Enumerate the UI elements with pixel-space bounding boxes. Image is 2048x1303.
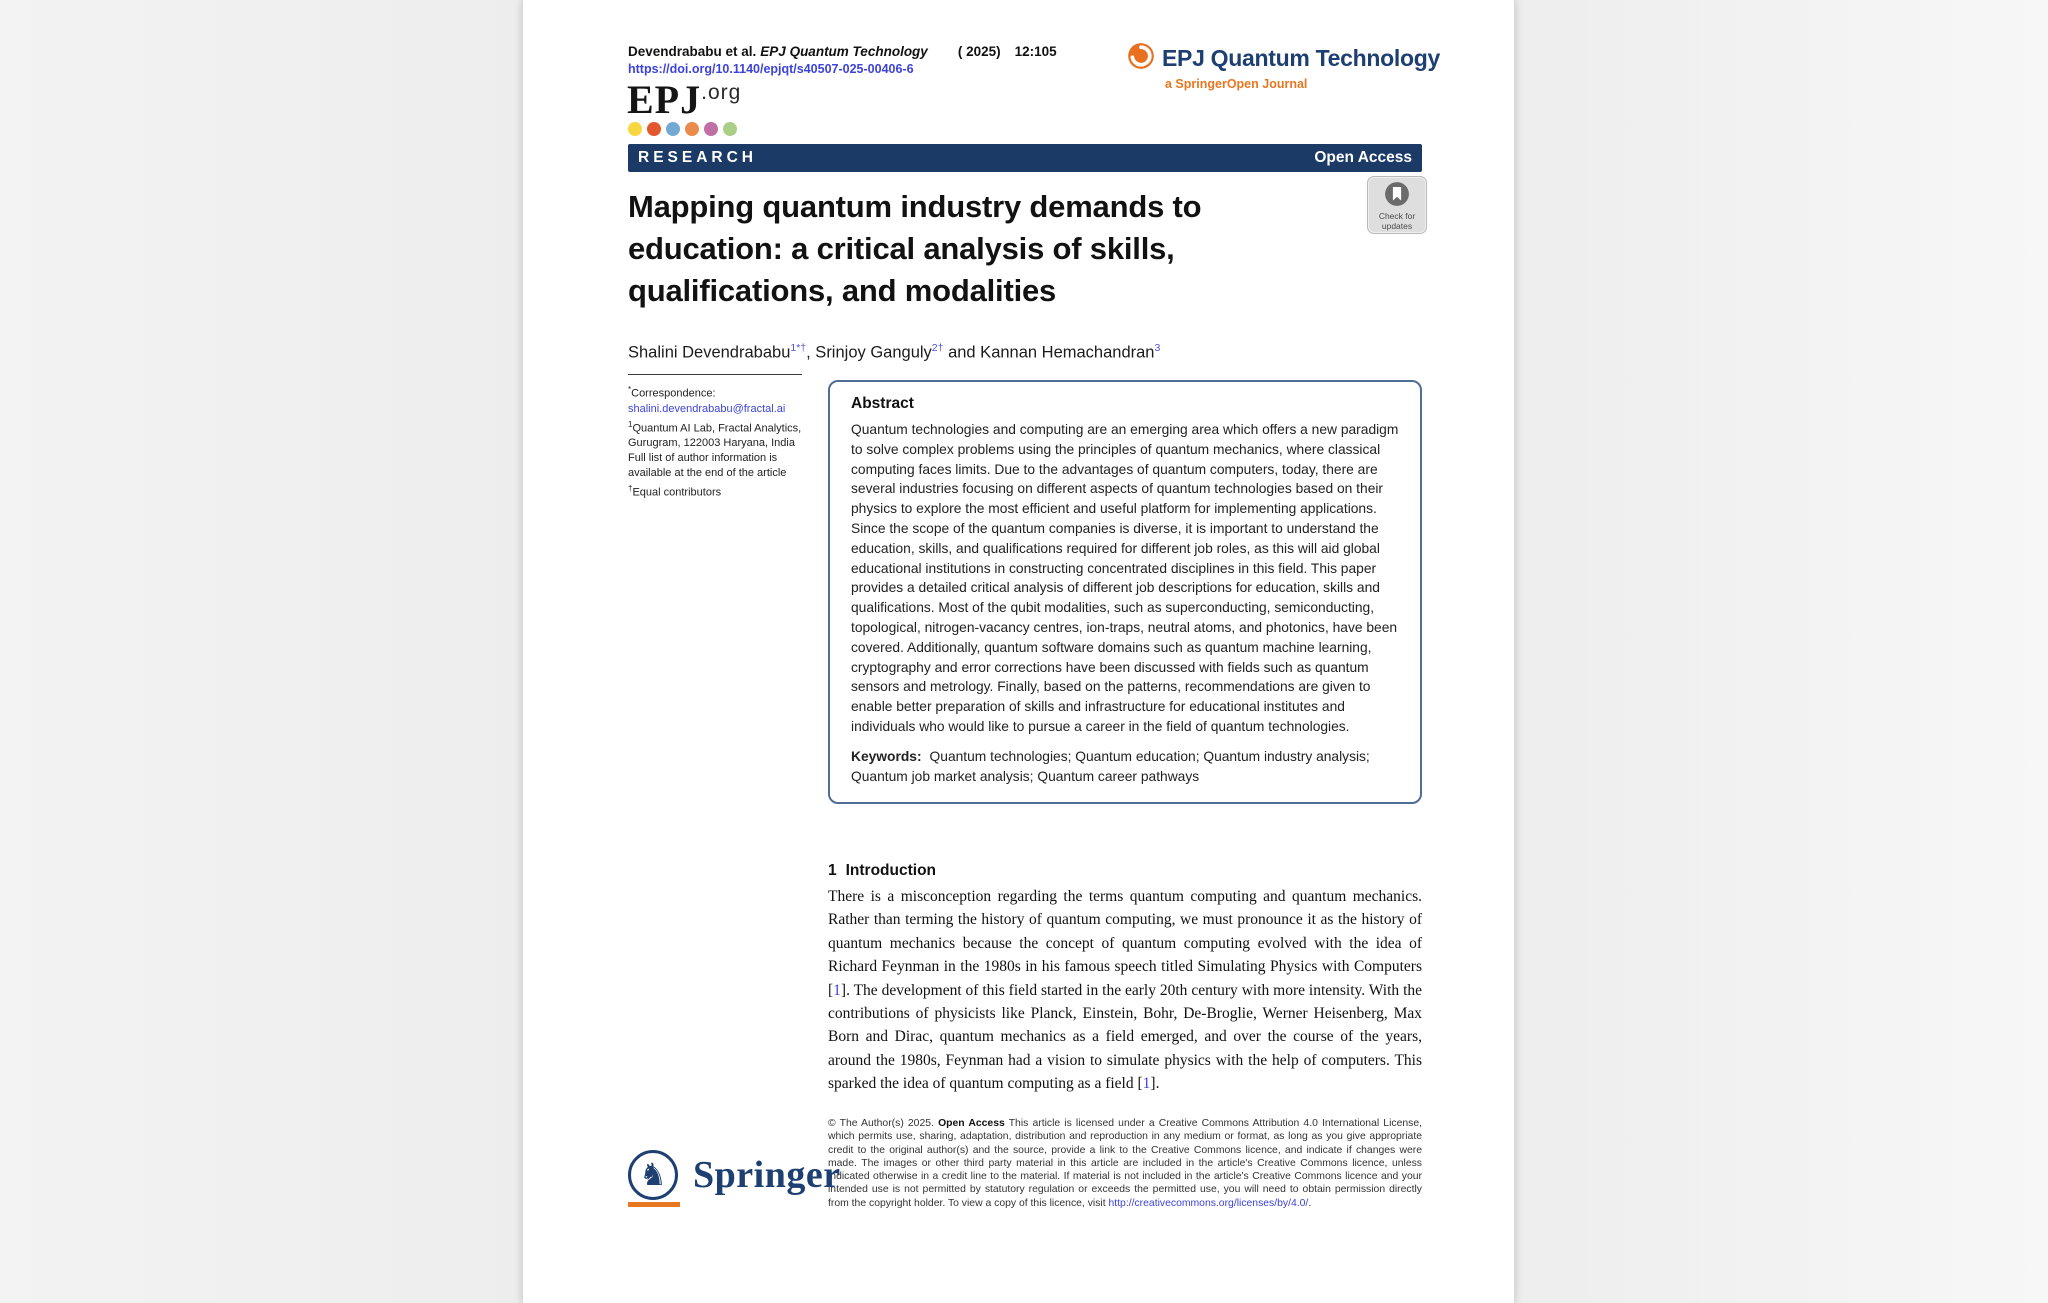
affiliation-text: Quantum AI Lab, Fractal Analytics, Gurugram, 122003 Haryana, India [628,422,802,450]
section-number: 1 [828,862,837,879]
keywords-line [851,747,1399,787]
title-line: qualifications, and modalities [628,273,1057,308]
epj-logo-text: EPJ [627,77,702,122]
citation-bracket: ] [840,981,847,999]
abstract-heading: Abstract [851,395,914,412]
epj-spiral-icon [1127,42,1155,75]
paper-page [522,0,1515,1303]
check-updates-line1: Check for [1378,211,1416,221]
affiliation-marker: 1 [628,419,633,429]
intro-text: There is a misconception regarding the terms quantum computing and quantum mechanics. Rather than terming the history of quantum computing, we must pronounce it as the history of quantum mechanics because the concept of quantum computing evolved with the idea of Richard Feynman in the 1980s in his famous speech titled Simulating Physics with Computers [828,888,1422,976]
license-link[interactable]: http://creativecommons.org/licenses/by/4.0/ [1108,1197,1309,1209]
citation-article-number: 12:105 [1014,44,1057,59]
citation-journal: EPJ Quantum Technology [760,44,928,59]
citation-bracket: [ [828,981,834,999]
introduction-section [828,862,1422,1096]
correspondence-marker: * [628,385,632,394]
correspondence-label: Correspondence: [631,387,716,400]
abstract-text: Quantum technologies and computing are an emerging area which offers a new paradigm to solve complex problems using the principles of quantum mechanics, where classical computing faces limits. Due to the advantages of quantum computers, today, there are several industries focusing on different aspects of quantum technologies based on their physics to explore the most efficient and useful platform for implementing applications. Since the scope of the quantum companies is diverse, it is important to understand the education, skills, and qualifications required for different job roles, as this will aid global educational institutions in constructing concentrated disciplines in this field. This paper provides a detailed critical analysis of different job descriptions for education, skills and qualifications. Most of the qubit modalities, such as superconducting, semiconducting, topological, nitrogen-vacancy centres, ion-traps, neutral atoms, and photonics, have been covered. Additionally, quantum software domains such as quantum machine learning, cryptography and error corrections have been discussed with fields such as quantum sensors and metrology. Finally, based on the patterns, recommendations are given to enable better preparation of skills and infrastructure for educational institutes and individuals who would like to pursue a career in the field of quantum technologies. [851,422,1399,734]
open-access-label: Open Access [1314,149,1412,166]
citation-ref-link[interactable] [828,982,846,999]
epj-logo-dots [628,122,737,136]
license-footer [828,1117,1422,1210]
check-for-updates-button[interactable] [1367,176,1427,234]
author-name: and Kannan Hemachandran [943,343,1155,362]
epj-logo-org-text: .org [701,81,742,104]
epj-logo-dot [723,122,737,136]
citation-authors: Devendrababu et al. [628,44,757,59]
citation-bracket: [ [1137,1075,1143,1093]
citation-year: ( 2025) [957,44,1001,59]
springer-wordmark: Springer [693,1154,841,1196]
author-affiliation-marker: 1*† [790,342,807,354]
introduction-paragraph [828,885,1422,1096]
license-period: . [1308,1197,1312,1209]
abstract-box [828,380,1422,804]
citation-number: 1 [1142,1075,1151,1093]
author-list [628,342,1160,363]
citation-number: 1 [833,981,841,999]
epj-logo-dot [704,122,718,136]
divider [628,374,802,375]
equal-contributors-note: Equal contributors [632,486,722,499]
article-type-banner [628,144,1422,172]
equal-contributors-marker: † [628,484,633,494]
section-heading [828,862,1422,880]
author-affiliation-marker: 3 [1154,342,1161,354]
article-type-label: RESEARCH [638,149,757,166]
intro-text: . [1155,1075,1160,1093]
doi-link[interactable]: https://doi.org/10.1140/epjqt/s40507-025-00406-6 [628,62,914,76]
license-text: This article is licensed under a Creative Commons Attribution 4.0 International License, which permits use, sharing, adaptation, distribution and reproduction in any medium or format, as long as you give appropriate credit to the original author(s) and the source, provide a link to the Creative Commons licence, and indicate if changes were made. The images or other third party material in this article are included in the article's Creative Commons licence, unless indicated otherwise in a credit line to the material. If material is not included in the article's Creative Commons licence and your intended use is not permitted by statutory regulation or exceeds the permitted use, you will need to obtain permission directly from the copyright holder. To view a copy of this licence, visit [828,1118,1422,1209]
check-updates-line2: updates [1381,220,1413,231]
author-info-note: Full list of author information is available at the end of the article [628,452,787,480]
keywords-text: Quantum technologies; Quantum education; Quantum industry analysis; Quantum job market analysis; Quantum career pathways [851,748,1370,784]
springer-logo [628,1150,841,1200]
epj-logo-dot [647,122,661,136]
page-title [628,186,1201,312]
title-line: education: a critical analysis of skills, [628,231,1175,266]
author-name: , Srinjoy Ganguly [806,343,932,362]
epj-logo-dot [666,122,680,136]
epj-org-logo [627,76,741,123]
journal-name: EPJ Quantum Technology [1162,45,1440,71]
springer-horse-icon: ♞ [628,1150,678,1200]
correspondence-block [628,374,806,501]
author-name: Shalini Devendrababu [628,343,791,362]
epj-logo-dot [685,122,699,136]
correspondence-email-link[interactable]: shalini.devendrababu@fractal.ai [628,402,786,415]
section-title: Introduction [845,862,937,879]
epj-logo-dot [628,122,642,136]
citation-header [628,44,1057,59]
intro-text: . The development of this field started in the early 20th century with more intensity. With the contributions of physicists like Planck, Einstein, Bohr, De-Broglie, Werner Heisenberg, Max Born and Dirac, quantum mechanics as a field emerged, and over the course of the years, around the 1980s, Feynman had a vision to simulate physics with the help of computers. This sparked the idea of quantum computing as a field [828,981,1422,1093]
bookmark-icon [1384,181,1410,207]
journal-logo [1127,42,1440,91]
open-access-bold: Open Access [938,1118,1005,1129]
doi-line [628,62,914,76]
journal-subtitle: a SpringerOpen Journal [1165,77,1308,91]
springer-orange-bar [628,1202,680,1207]
citation-bracket: ] [1150,1075,1156,1093]
copyright-text: © The Author(s) 2025. [828,1118,934,1129]
keywords-label: Keywords: [851,748,922,764]
author-affiliation-marker: 2† [931,342,944,354]
title-line: Mapping quantum industry demands to [628,189,1202,224]
citation-ref-link[interactable] [1137,1075,1155,1092]
